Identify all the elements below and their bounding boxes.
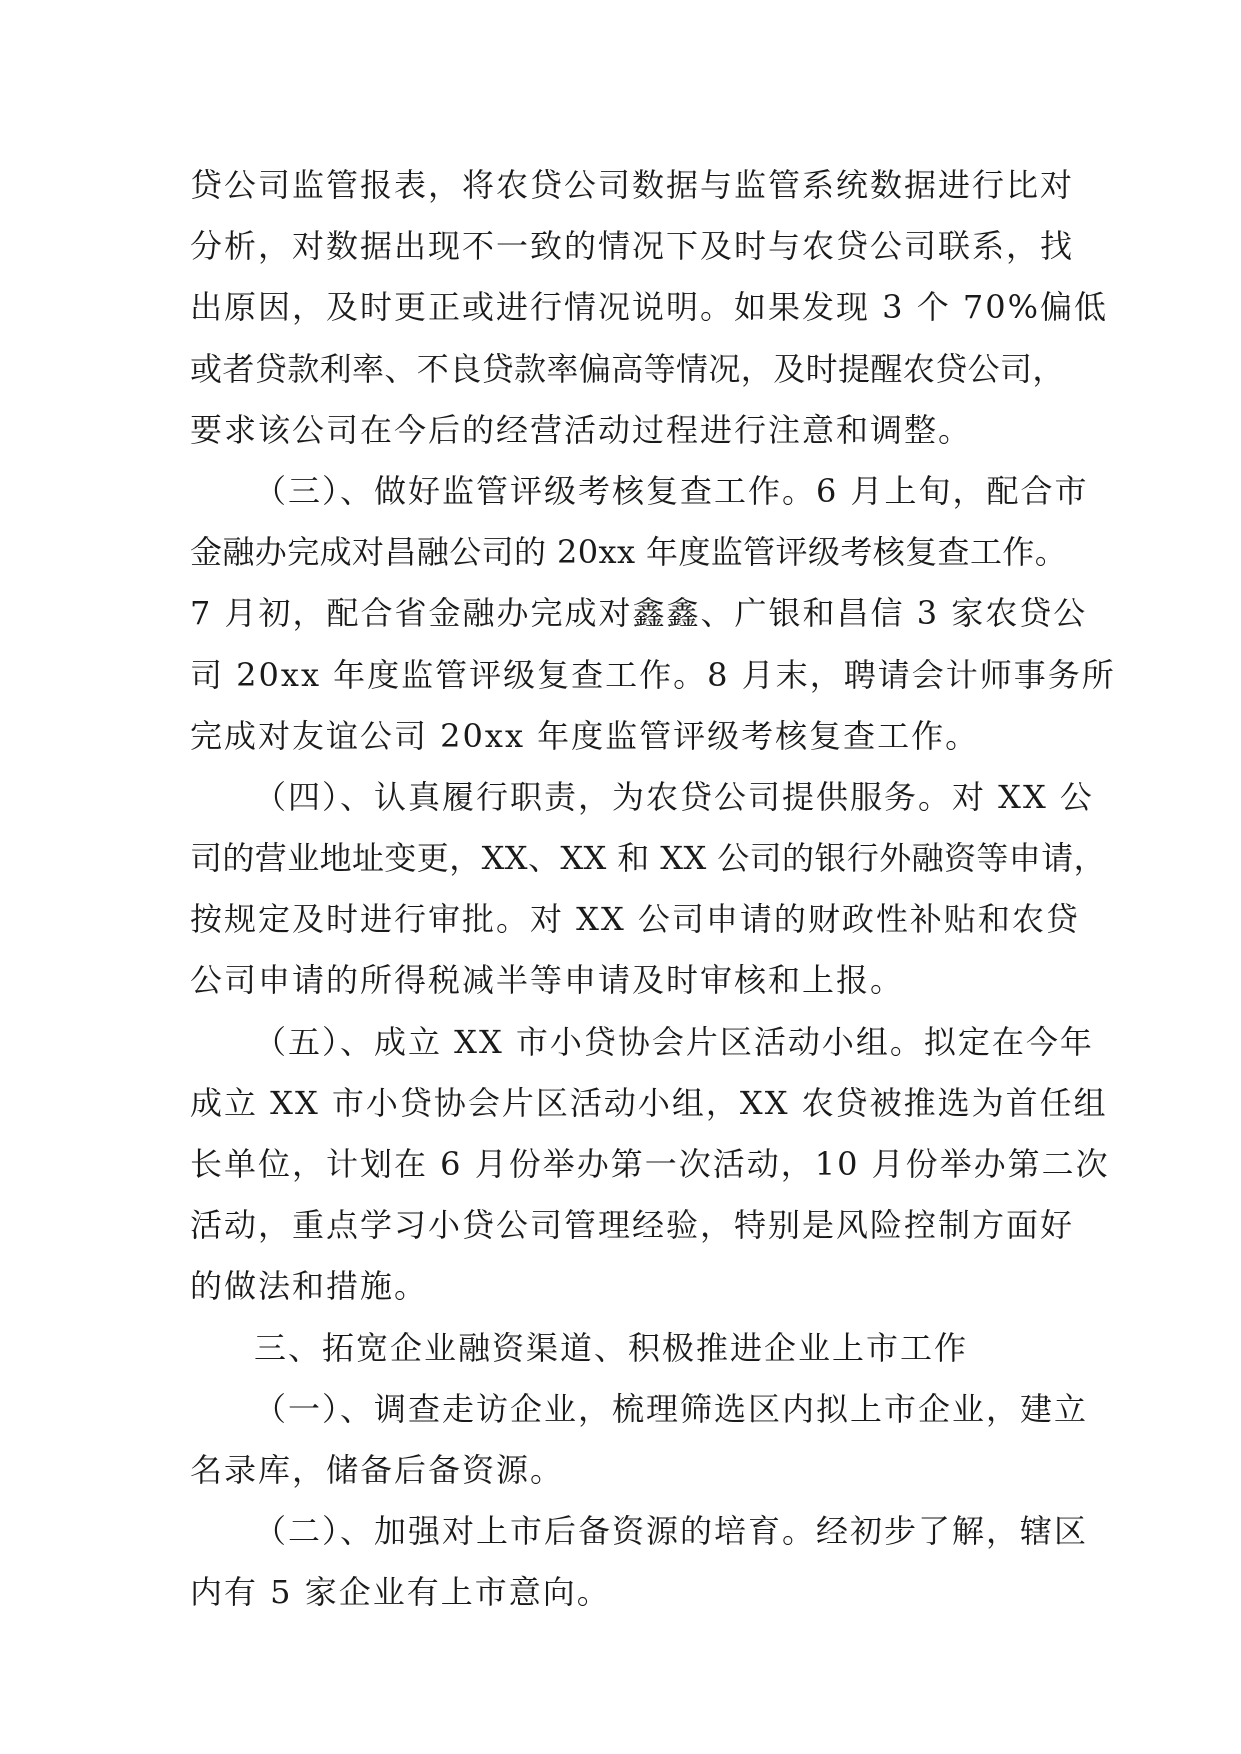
section-heading: （二）、加强对上市后备资源的培育。经初步了解，辖区 bbox=[254, 1512, 1089, 1551]
text-line: 出原因，及时更正或进行情况说明。如果发现 3 个 70%偏低 bbox=[190, 288, 1109, 327]
text-line: 金融办完成对昌融公司的 20xx 年度监管评级考核复查工作。 bbox=[190, 533, 1068, 572]
text-line: 或者贷款利率、不良贷款率偏高等情况，及时提醒农贷公司， bbox=[190, 349, 1065, 388]
text-line: 分析，对数据出现不一致的情况下及时与农贷公司联系，找 bbox=[190, 227, 1075, 266]
text-line: 长单位，计划在 6 月份举办第一次活动，10 月份举办第二次 bbox=[190, 1145, 1110, 1183]
text-line: 名录库，储备后备资源。 bbox=[190, 1450, 565, 1489]
section-heading: （一）、调查走访企业，梳理筛选区内拟上市企业，建立 bbox=[254, 1389, 1089, 1428]
document-body bbox=[190, 155, 1116, 1624]
chapter-heading: 三、拓宽企业融资渠道、积极推进企业上市工作 bbox=[254, 1328, 969, 1367]
text-line: 司的营业地址变更，XX、XX 和 XX 公司的银行外融资等申请， bbox=[190, 839, 1107, 878]
text-line: 按规定及时进行审批。对 XX 公司申请的财政性补贴和农贷 bbox=[190, 900, 1080, 939]
text-line: 成立 XX 市小贷协会片区活动小组，XX 农贷被推选为首任组 bbox=[190, 1083, 1108, 1122]
text-line: 内有 5 家企业有上市意向。 bbox=[190, 1573, 611, 1612]
text-line: 司 20xx 年度监管评级复查工作。8 月末，聘请会计师事务所 bbox=[190, 655, 1116, 694]
section-heading: （三）、做好监管评级考核复查工作。6 月上旬，配合市 bbox=[254, 471, 1089, 510]
section-heading: （五）、成立 XX 市小贷协会片区活动小组。拟定在今年 bbox=[254, 1022, 1094, 1061]
section-heading: （四）、认真履行职责，为农贷公司提供服务。对 XX 公 bbox=[254, 777, 1094, 816]
text-line: 的做法和措施。 bbox=[190, 1267, 429, 1306]
text-line: 贷公司监管报表，将农贷公司数据与监管系统数据进行比对 bbox=[190, 166, 1075, 204]
text-line: 完成对友谊公司 20xx 年度监管评级考核复查工作。 bbox=[190, 716, 980, 755]
text-line: 7 月初，配合省金融办完成对鑫鑫、广银和昌信 3 家农贷公 bbox=[190, 594, 1088, 633]
text-line: 公司申请的所得税减半等申请及时审核和上报。 bbox=[190, 961, 905, 1000]
text-line: 要求该公司在今后的经营活动过程进行注意和调整。 bbox=[190, 410, 973, 449]
text-line: 活动，重点学习小贷公司管理经验，特别是风险控制方面好 bbox=[190, 1206, 1075, 1245]
